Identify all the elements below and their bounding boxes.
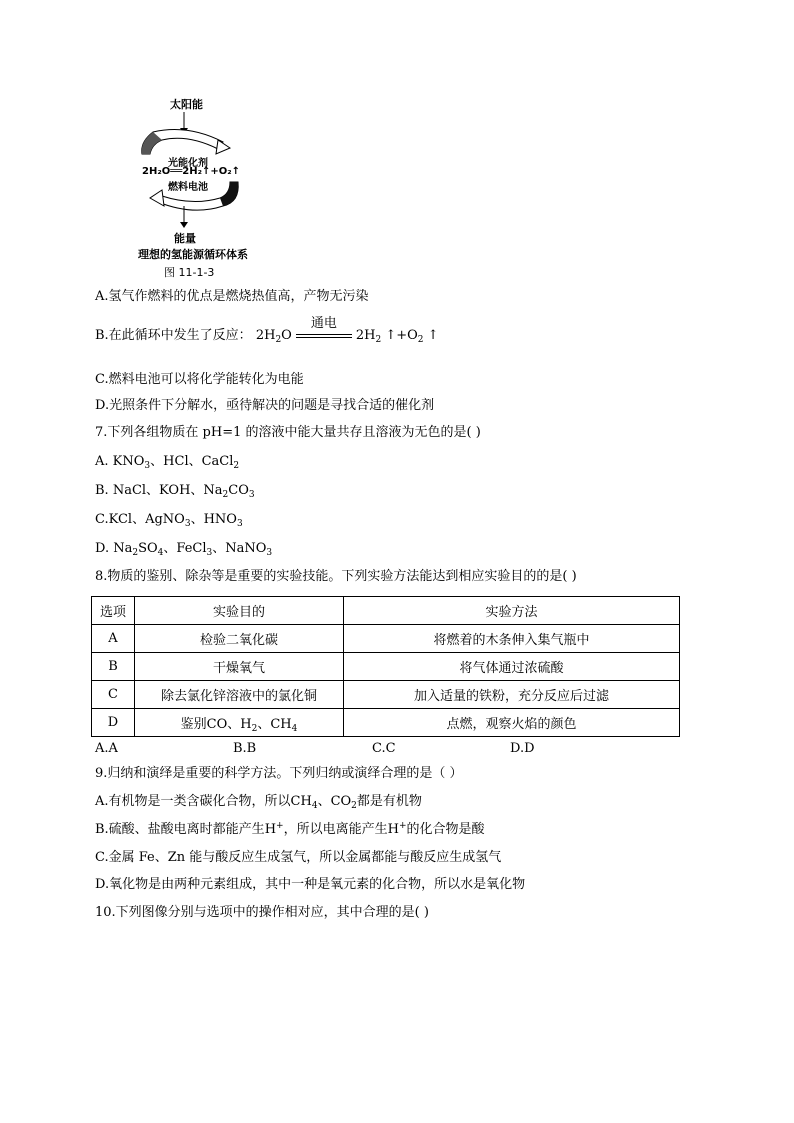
cell-label: 燃料电池 [168, 182, 208, 193]
q6-option-a: A.氢气作燃料的优点是燃烧热值高，产物无污染 [95, 289, 369, 304]
catalyst-label: 光能化剂 [168, 158, 208, 169]
q8-choice-b: B.B [233, 741, 257, 756]
q6-option-c: C.燃料电池可以将化学能转化为电能 [95, 372, 304, 387]
table-row [92, 653, 680, 681]
q8-table [91, 596, 680, 737]
energy-arrowhead [180, 222, 188, 228]
row-method: 将燃着的木条伸入集气瓶中 [344, 625, 680, 653]
q9-option-a-prefix: A.有机物是一类含碳化合物，所以 [95, 794, 291, 809]
table-row [92, 681, 680, 709]
q9-option-b-prefix: B.硫酸、盐酸电离时都能产生 [95, 822, 265, 837]
header-goal: 实验目的 [135, 597, 344, 625]
q8-stem: 8.物质的鉴别、除杂等是重要的实验技能。下列实验方法能达到相应实验目的的是( ) [95, 569, 577, 584]
q8-choice-c: C.C [372, 741, 396, 756]
q6-option-b-equation: $2H_2O$ 通电 $2H_2$ $↑+O_2$ ↑ [255, 315, 439, 345]
q9-option-a-suffix: 都是有机物 [356, 794, 422, 809]
q6-option-b [95, 315, 439, 345]
sun-label: 太阳能 [170, 98, 203, 111]
table-header-row [92, 597, 680, 625]
lower-shaded [220, 182, 238, 206]
q9-stem: 9.归纳和演绎是重要的科学方法。下列归纳或演绎合理的是（ ） [95, 766, 463, 781]
q7-stem: 7.下列各组物质在 pH=1 的溶液中能大量共存且溶液为无色的是( ) [95, 425, 481, 440]
q9-option-b: B.硫酸、盐酸电离时都能产生H+，所以电离能产生H+的化合物是酸 [95, 821, 485, 837]
figure-subtitle: 理想的氢能源循环体系 [138, 248, 248, 261]
reaction-label: 2H₂O══2H₂↑+O₂↑ [142, 166, 240, 177]
lower-arrowhead [150, 190, 164, 206]
q7-option-d: D. $Na_2SO_4$、FeCl$_3$、NaNO$_3$ [95, 541, 273, 558]
row-method: 加入适量的铁粉，充分反应后过滤 [344, 681, 680, 709]
header-option: 选项 [92, 597, 135, 625]
hydrogen-cycle-figure [128, 94, 258, 280]
row-goal: 除去氯化锌溶液中的氯化铜 [135, 681, 344, 709]
electrolysis-condition: 通电 [310, 315, 337, 331]
table-row [92, 709, 680, 737]
q7-option-b-label: B. [95, 483, 109, 498]
q7-option-a-label: A. [95, 454, 109, 469]
q9-option-a: A.有机物是一类含碳化合物，所以$CH_4$、$CO_2$都是有机物 [95, 794, 422, 811]
energy-label: 能量 [174, 232, 196, 245]
q9-option-c: C.金属 Fe、Zn 能与酸反应生成氢气，所以金属都能与酸反应生成氢气 [95, 850, 502, 865]
row-method: 点燃，观察火焰的颜色 [344, 709, 680, 737]
row-goal-prefix: 鉴别 [180, 717, 207, 732]
electrolysis-sign [294, 315, 354, 343]
row-option: C [92, 681, 135, 709]
q7-option-c-label: C. [95, 512, 109, 527]
header-method: 实验方法 [344, 597, 680, 625]
q6-option-d: D.光照条件下分解水，亟待解决的问题是寻找合适的催化剂 [95, 398, 435, 413]
q7-option-b: B. NaCl、KOH、$Na_2CO_3$ [95, 483, 255, 500]
row-goal: 鉴别CO、$H_2$、$CH_4$ [135, 709, 344, 737]
q9-option-b-mid: ，所以电离能产生 [283, 822, 388, 837]
figure-caption: 图 11-1-3 [164, 266, 215, 279]
q7-option-c: C.KCl、AgNO$_3$、$HNO_3$ [95, 512, 243, 529]
table-row [92, 625, 680, 653]
q8-choice-a: A.A [95, 741, 118, 756]
q9-option-b-suffix: 的化合物是酸 [406, 822, 485, 837]
row-goal: 干燥氧气 [135, 653, 344, 681]
row-option: D [92, 709, 135, 737]
q6-option-b-prefix: B.在此循环中发生了反应： [95, 328, 252, 343]
q9-option-d: D.氧化物是由两种元素组成，其中一种是氧元素的化合物，所以水是氧化物 [95, 877, 526, 892]
q7-option-d-label: D. [95, 541, 110, 556]
row-method: 将气体通过浓硫酸 [344, 653, 680, 681]
q8-choice-d: D.D [510, 741, 535, 756]
row-option: B [92, 653, 135, 681]
q10-stem: 10.下列图像分别与选项中的操作相对应，其中合理的是( ) [95, 905, 429, 920]
row-option: A [92, 625, 135, 653]
q7-option-a: A. $KNO_3$、HCl、CaCl$_2$ [95, 454, 240, 471]
row-goal: 检验二氧化碳 [135, 625, 344, 653]
